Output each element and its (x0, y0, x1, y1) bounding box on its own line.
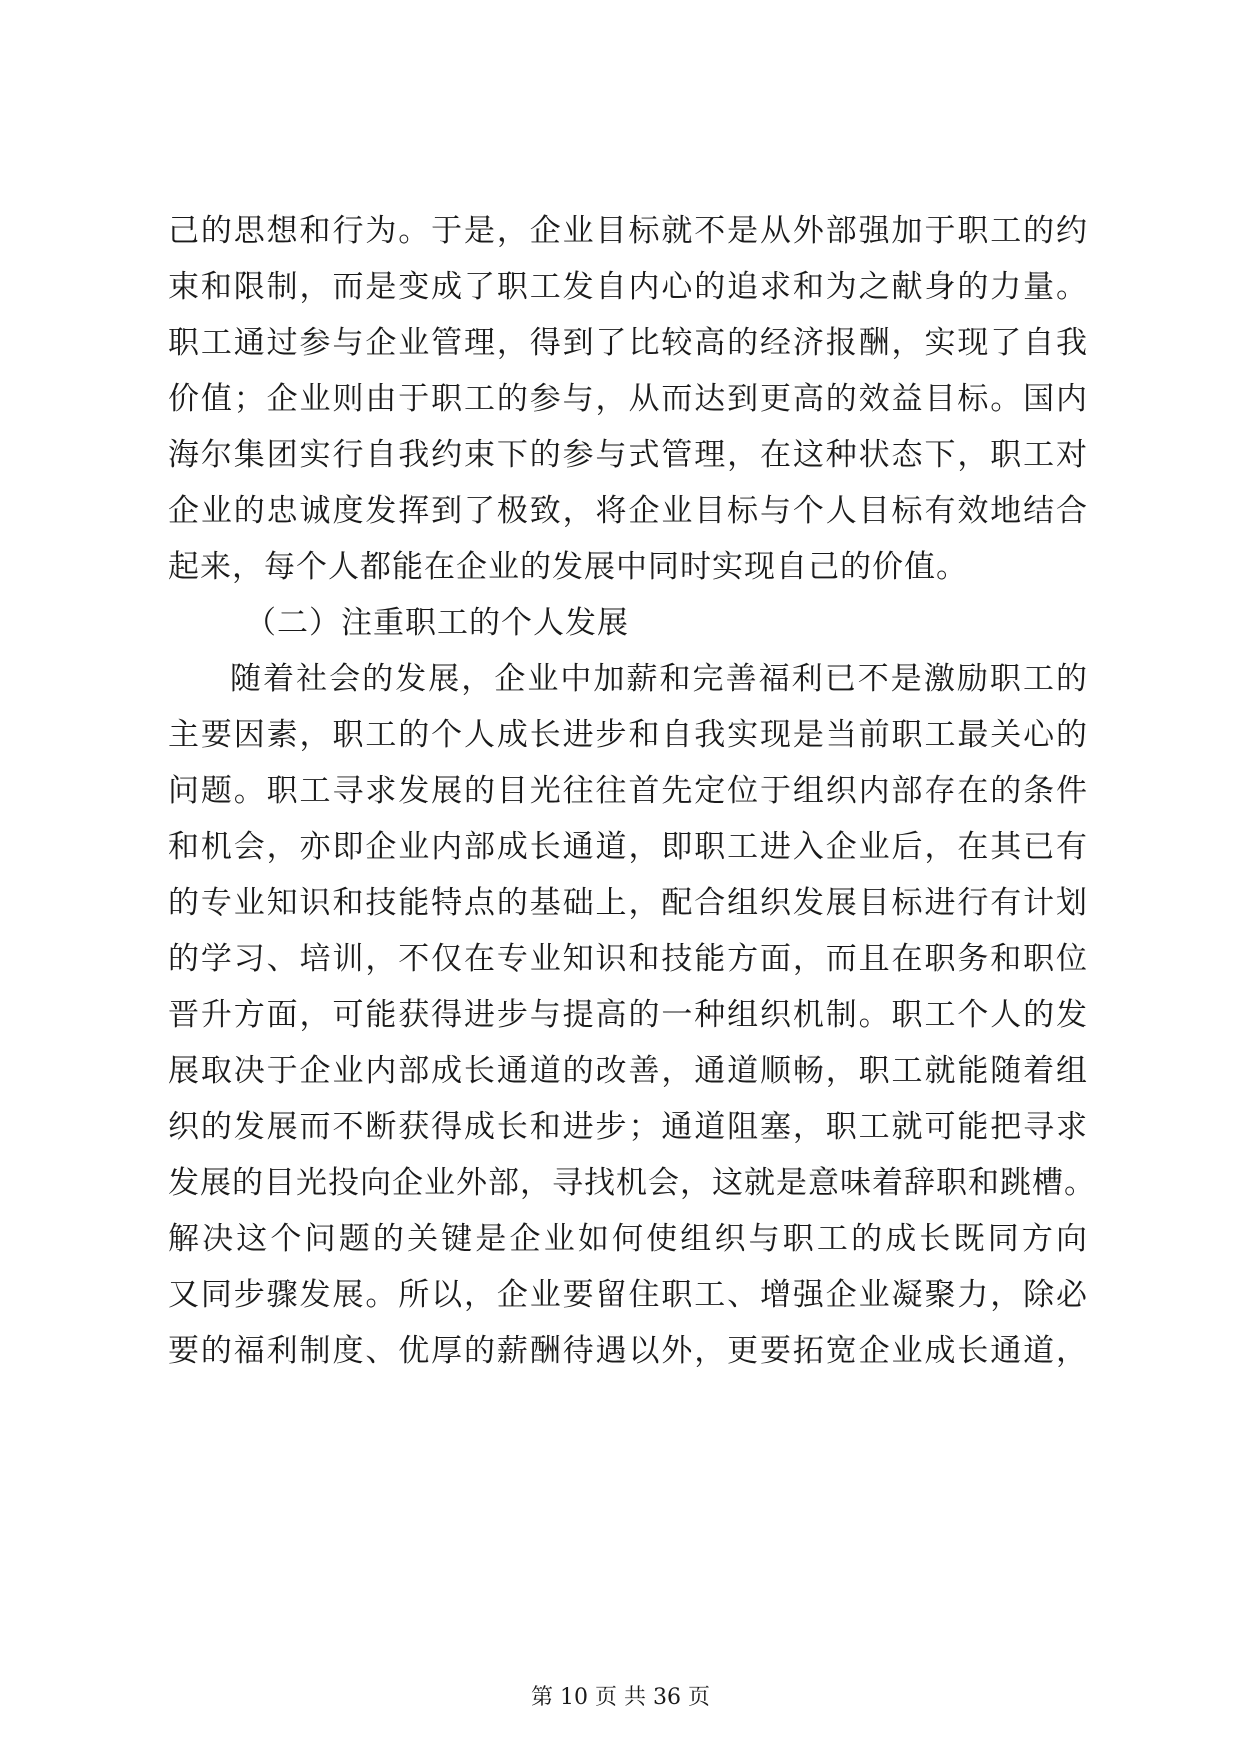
body-text-line: 职工通过参与企业管理，得到了比较高的经济报酬，实现了自我 (168, 325, 1088, 361)
body-text-line: 海尔集团实行自我约束下的参与式管理，在这种状态下，职工对 (168, 437, 1088, 473)
body-text-line: 又同步骤发展。所以，企业要留住职工、增强企业凝聚力，除必 (168, 1277, 1088, 1313)
body-text-line: 问题。职工寻求发展的目光往往首先定位于组织内部存在的条件 (168, 773, 1088, 809)
page-number-footer: 第 10 页 共 36 页 (531, 1685, 710, 1710)
body-text-line: 发展的目光投向企业外部，寻找机会，这就是意味着辞职和跳槽。 (168, 1165, 1096, 1201)
section-heading: （二）注重职工的个人发展 (245, 605, 629, 641)
body-text-line: 展取决于企业内部成长通道的改善，通道顺畅，职工就能随着组 (168, 1053, 1088, 1089)
body-text-line: 的学习、培训，不仅在专业知识和技能方面，而且在职务和职位 (168, 941, 1088, 977)
body-text-line: 企业的忠诚度发挥到了极致，将企业目标与个人目标有效地结合 (168, 493, 1088, 529)
body-text-line: 解决这个问题的关键是企业如何使组织与职工的成长既同方向 (168, 1221, 1088, 1257)
body-text-line: 起来，每个人都能在企业的发展中同时实现自己的价值。 (168, 549, 968, 585)
paragraph-first-line: 随着社会的发展，企业中加薪和完善福利已不是激励职工的 (230, 661, 1088, 697)
body-text-line: 织的发展而不断获得成长和进步；通道阻塞，职工就可能把寻求 (168, 1109, 1088, 1145)
body-text-line: 和机会，亦即企业内部成长通道，即职工进入企业后，在其已有 (168, 829, 1088, 865)
body-text-line: 主要因素，职工的个人成长进步和自我实现是当前职工最关心的 (168, 717, 1088, 753)
body-text-line: 束和限制，而是变成了职工发自内心的追求和为之献身的力量。 (168, 269, 1088, 305)
body-text-line: 价值；企业则由于职工的参与，从而达到更高的效益目标。国内 (168, 381, 1088, 417)
body-text-line: 要的福利制度、优厚的薪酬待遇以外，更要拓宽企业成长通道， (168, 1333, 1088, 1369)
body-text-line: 己的思想和行为。于是，企业目标就不是从外部强加于职工的约 (168, 213, 1088, 249)
body-text-line: 的专业知识和技能特点的基础上，配合组织发展目标进行有计划 (168, 885, 1088, 921)
body-text-line: 晋升方面，可能获得进步与提高的一种组织机制。职工个人的发 (168, 997, 1088, 1033)
